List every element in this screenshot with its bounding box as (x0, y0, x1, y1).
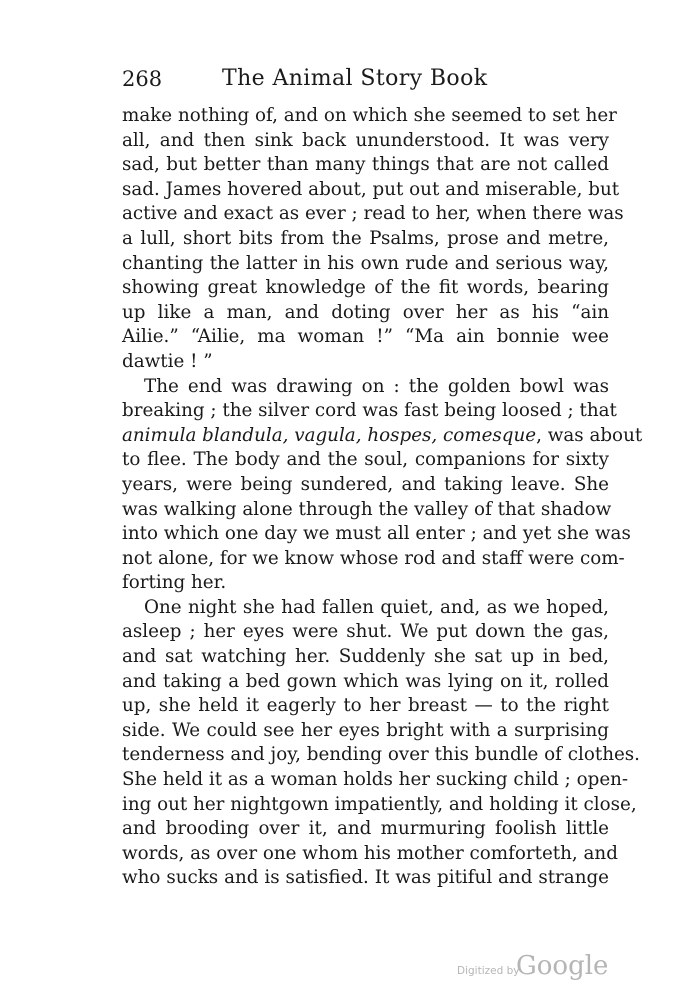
text-line: tenderness and joy, bending over this bundle of clothes. (122, 744, 640, 766)
paragraph-2 (122, 375, 643, 596)
text-line: years, were being sundered, and taking leave. She (122, 473, 609, 495)
text-line: to flee. The body and the soul, companions for sixty (122, 449, 609, 471)
paragraph-1 (122, 104, 624, 375)
google-logo: Google (516, 951, 609, 981)
text-line: side. We could see her eyes bright with a surprising (122, 719, 609, 741)
text-line: up, she held it eagerly to her breast — to the right (122, 695, 609, 717)
text-line: asleep ; her eyes were shut. We put down the gas, (122, 621, 609, 643)
text-line: not alone, for we know whose rod and staff were com- (122, 547, 625, 569)
text-line: One night she had fallen quiet, and, as we hoped, (144, 596, 609, 618)
text-line: and taking a bed gown which was lying on it, rolled (122, 670, 609, 692)
digitized-watermark (430, 951, 609, 985)
running-head (122, 58, 609, 100)
text-line: words, as over one whom his mother comforteth, and (122, 842, 618, 864)
text-line: make nothing of, and on which she seemed to set her (122, 105, 617, 126)
text-line: and brooding over it, and murmuring foolish little (122, 818, 609, 840)
text-line: sad. James hovered about, put out and miserable, but (122, 178, 620, 200)
text-line: all, and then sink back ununderstood. It was very (122, 129, 609, 151)
text-line: was walking alone through the valley of that shadow (122, 498, 612, 520)
text-line: animula blandula, vagula, hospes, comesque, was about (122, 424, 643, 446)
text-line: up like a man, and doting over her as his “ain (122, 301, 609, 323)
text-line: The end was drawing on : the golden bowl was (144, 375, 609, 397)
text-line: ing out her nightgown impatiently, and holding it close, (122, 793, 637, 815)
text-line: dawtie ! ” (122, 350, 213, 372)
latin-phrase: animula blandula, vagula, hospes, comesque (122, 424, 537, 446)
text-line: who sucks and is satisfied. It was pitiful and strange (122, 867, 609, 889)
text-line: Ailie.” “Ailie, ma woman !” “Ma ain bonnie wee (122, 326, 609, 348)
book-title: The Animal Story Book (222, 66, 488, 91)
text-line: sad, but better than many things that are not called (122, 154, 609, 176)
book-page (122, 58, 643, 898)
text-line: active and exact as ever ; read to her, when there was (122, 203, 624, 225)
paragraph-3 (122, 596, 640, 891)
text-line: forting her. (122, 572, 227, 594)
text-line: a lull, short bits from the Psalms, prose and metre, (122, 227, 609, 249)
text-line: showing great knowledge of the fit words, bearing (122, 277, 609, 299)
text-line: and sat watching her. Suddenly she sat up in bed, (122, 646, 609, 668)
page-number: 268 (122, 67, 163, 91)
text-line: into which one day we must all enter ; and yet she was (122, 523, 631, 545)
watermark-label: Digitized by (457, 965, 520, 977)
text-line: chanting the latter in his own rude and serious way, (122, 252, 609, 274)
text-line: breaking ; the silver cord was fast being loosed ; that (122, 400, 617, 422)
body-text (122, 104, 643, 891)
text-line: She held it as a woman holds her sucking child ; open- (122, 769, 629, 791)
